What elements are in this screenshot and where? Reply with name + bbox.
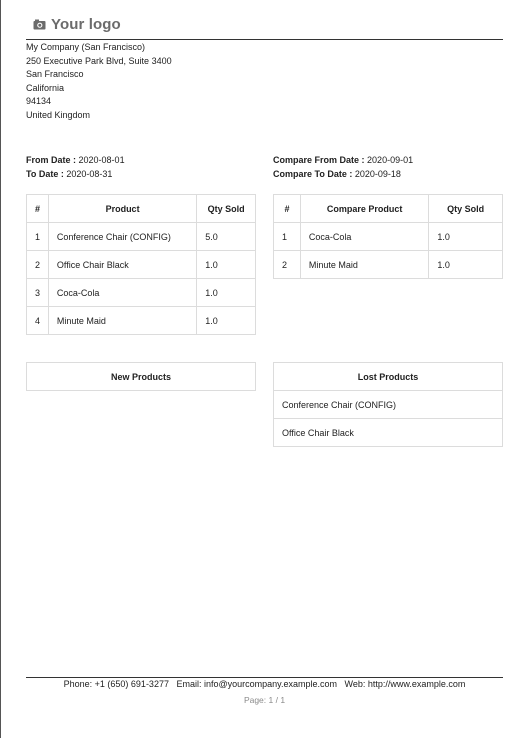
row-index: 1 [274, 223, 301, 251]
header-divider [26, 39, 503, 40]
row-index: 4 [27, 307, 49, 335]
lost-product-name: Office Chair Black [274, 419, 503, 447]
compare-to-value: 2020-09-18 [354, 169, 401, 179]
column-header-index: # [274, 195, 301, 223]
page-left-border [0, 0, 1, 738]
table-header-row [27, 363, 256, 391]
company-city: San Francisco [26, 69, 84, 79]
company-zip: 94134 [26, 96, 52, 106]
table-header-row [27, 195, 256, 223]
row-product: Minute Maid [48, 307, 196, 335]
column-header-qty: Qty Sold [197, 195, 256, 223]
lost-product-name: Conference Chair (CONFIG) [274, 391, 503, 419]
compare-to-date [273, 167, 413, 181]
table-row [274, 391, 503, 419]
row-qty: 1.0 [197, 251, 256, 279]
table-row [274, 251, 503, 279]
column-header-product: Product [48, 195, 196, 223]
compare-from-label: Compare From Date : [273, 155, 365, 165]
from-date-value: 2020-08-01 [78, 155, 125, 165]
new-products-header: New Products [27, 363, 256, 391]
table-row [27, 307, 256, 335]
row-index: 2 [27, 251, 49, 279]
lost-products-table [273, 362, 503, 447]
table-header-row [274, 363, 503, 391]
column-header-compare-product: Compare Product [300, 195, 428, 223]
row-qty: 1.0 [197, 279, 256, 307]
compare-to-label: Compare To Date : [273, 169, 353, 179]
company-address [26, 41, 172, 122]
company-logo [33, 15, 121, 33]
compare-table [273, 194, 503, 279]
camera-icon [33, 19, 46, 30]
row-index: 2 [274, 251, 301, 279]
to-date [26, 167, 125, 181]
page-number: Page: 1 / 1 [243, 695, 286, 705]
company-name: My Company (San Francisco) [26, 42, 146, 52]
new-products-table [26, 362, 256, 391]
period-dates [26, 153, 125, 181]
footer-divider [26, 677, 503, 678]
row-index: 3 [27, 279, 49, 307]
table-row [274, 419, 503, 447]
row-product: Coca-Cola [48, 279, 196, 307]
table-row [27, 279, 256, 307]
lost-products-header: Lost Products [274, 363, 503, 391]
from-date-label: From Date : [26, 155, 77, 165]
to-date-label: To Date : [26, 169, 64, 179]
footer-contact: Phone: +1 (650) 691-3277 Email: info@yourcompany.example.com Web: http://www.example.com [63, 679, 466, 689]
row-product: Coca-Cola [300, 223, 428, 251]
row-index: 1 [27, 223, 49, 251]
row-qty: 5.0 [197, 223, 256, 251]
company-country: United Kingdom [26, 109, 91, 120]
table-row [274, 223, 503, 251]
company-street: 250 Executive Park Blvd, Suite 3400 [26, 55, 172, 66]
compare-from-date [273, 153, 413, 167]
table-row [27, 251, 256, 279]
row-qty: 1.0 [429, 223, 503, 251]
column-header-qty: Qty Sold [429, 195, 503, 223]
logo-text: Your logo [51, 15, 121, 33]
row-product: Conference Chair (CONFIG) [48, 223, 196, 251]
company-state: California [26, 82, 65, 93]
to-date-value: 2020-08-31 [66, 169, 113, 179]
compare-from-value: 2020-09-01 [367, 155, 414, 165]
row-qty: 1.0 [197, 307, 256, 335]
row-product: Office Chair Black [48, 251, 196, 279]
compare-period-dates [273, 153, 413, 181]
table-header-row [274, 195, 503, 223]
from-date [26, 153, 125, 167]
row-qty: 1.0 [429, 251, 503, 279]
row-product: Minute Maid [300, 251, 428, 279]
sales-table [26, 194, 256, 335]
column-header-index: # [27, 195, 49, 223]
table-row [27, 223, 256, 251]
